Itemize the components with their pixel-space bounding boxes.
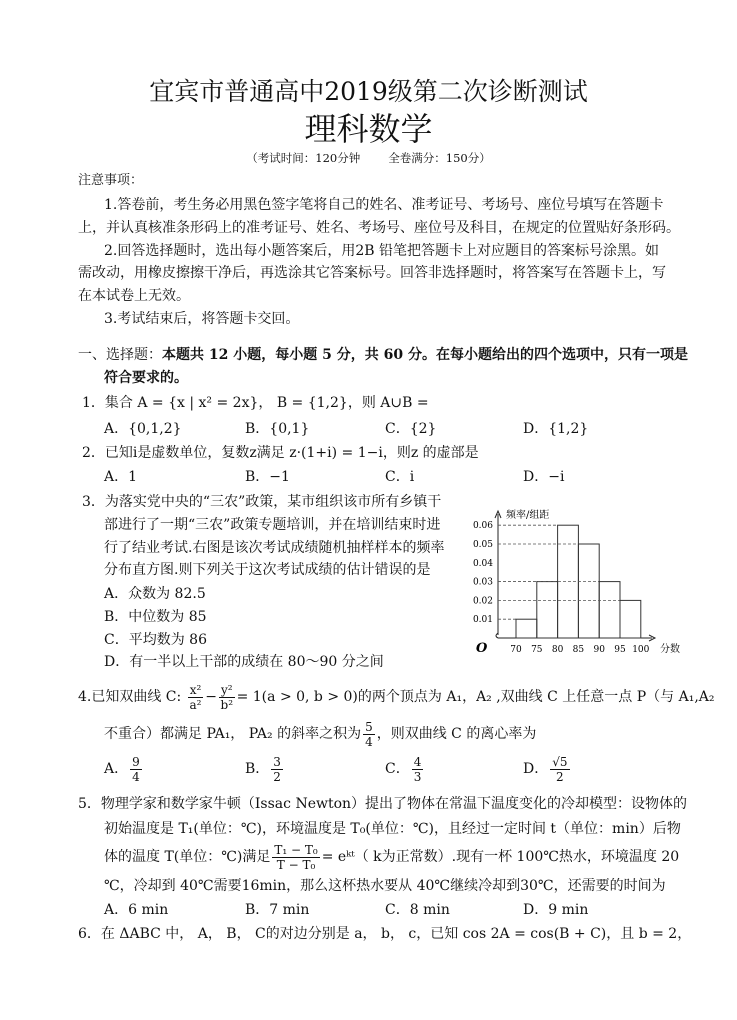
option-label: C． — [385, 761, 410, 777]
numerator: 5 — [365, 719, 373, 734]
q1-option-d: D．{1,2} — [523, 421, 589, 437]
section-prefix: 一、选择题： — [78, 347, 162, 363]
q5-text: 体的温度 T(单位：℃)满足 — [104, 849, 271, 865]
denominator: b² — [220, 697, 234, 712]
q4-stem — [78, 680, 715, 714]
q5-stem — [104, 840, 679, 874]
note-line: 在本试卷上无效。 — [78, 288, 190, 304]
q4-text: ，则双曲线 C 的离心率为 — [376, 726, 537, 742]
denominator: 4 — [365, 734, 373, 749]
q1-option-c: C．{2} — [385, 421, 437, 437]
q4-text: 4.已知双曲线 C: — [78, 689, 186, 705]
option-fraction — [271, 755, 283, 784]
y-tick-label: 0.03 — [472, 577, 493, 588]
q3-option-a: A．众数为 82.5 — [104, 586, 206, 602]
q3-stem: 分布直方图.则下列关于这次考试成绩的估计错误的是 — [104, 562, 431, 578]
histogram-bar — [620, 600, 641, 638]
origin-label: O — [476, 641, 488, 656]
q4-option-d — [523, 752, 572, 786]
option-fraction — [130, 755, 142, 784]
histogram-bar — [516, 619, 537, 638]
q2-stem: 2．已知i是虚数单位，复数z满足 z·(1+i) = 1−i，则z 的虚部是 — [82, 445, 479, 461]
numerator: √5 — [552, 754, 568, 769]
x-tick-label: 95 — [614, 645, 626, 655]
q5-text: = eᵏᵗ（ k为正常数）.现有一杯 100℃热水，环境温度 20 — [321, 849, 680, 865]
q5-option-d: D．9 min — [523, 902, 589, 918]
denominator: 4 — [132, 769, 140, 784]
q3-stem: 3．为落实党中央的“三农”政策，某市组织该市所有乡镇干 — [82, 494, 442, 510]
note-line: 2.回答选择题时，选出每小题答案后，用2B 铅笔把答题卡上对应题目的答案标号涂黑。如 — [104, 243, 660, 259]
option-fraction — [412, 755, 424, 784]
section-heading — [78, 346, 688, 364]
y-tick-label: 0.05 — [472, 540, 493, 550]
q4-option-a — [104, 752, 144, 786]
numerator: x² — [189, 682, 202, 697]
q3-stem: 行了结业考试.右图是该次考试成绩随机抽样样本的频率 — [104, 540, 445, 556]
axis-break-icon — [496, 633, 498, 638]
x-tick-label: 70 — [510, 645, 522, 655]
numerator: 4 — [413, 754, 422, 769]
note-line: 1.答卷前，考生务必用黑色签字笔将自己的姓名、准考证号、考场号、座位号填写在答题卡 — [104, 197, 664, 213]
option-label: A． — [104, 761, 129, 777]
histogram-bar — [537, 582, 558, 638]
q5-stem: 5．物理学家和数学家牛顿（Issac Newton）提出了物体在常温下温度变化的冷却模型：设物体的 — [78, 796, 688, 812]
y-axis-label: 频率/组距 — [506, 510, 550, 521]
q1-stem: 1．集合 A = {x | x² = 2x}， B = {1,2}，则 A∪B = — [82, 395, 429, 411]
x-tick-label: 75 — [531, 645, 543, 655]
q3-stem: 部进行了一期“三农”政策专题培训，并在培训结束时进 — [104, 517, 441, 533]
numerator: T₁ − T₀ — [274, 842, 318, 857]
q5-stem: ℃，冷却到 40℃需要16min，那么这杯热水要从 40℃继续冷却到30℃，还需要的时间为 — [104, 878, 666, 894]
q2-option-b: B．−1 — [245, 469, 290, 485]
q4-fraction — [363, 720, 375, 749]
numerator: 3 — [273, 754, 281, 769]
q2-option-d: D．−i — [523, 469, 565, 485]
numerator: y² — [221, 682, 233, 697]
q1-option-a: A．{0,1,2} — [104, 421, 182, 437]
histogram-bar — [599, 582, 620, 638]
frequency-histogram — [462, 508, 712, 668]
note-line: 需改动，用橡皮擦擦干净后，再选涂其它答案标号。回答非选择题时，将答案写在答题卡上，写 — [78, 265, 666, 281]
q4-stem-cont — [104, 717, 536, 751]
minus-sign: − — [205, 689, 217, 705]
exam-title: 宜宾市普通高中2019级第二次诊断测试 — [149, 77, 588, 106]
notes-heading: 注意事项： — [78, 173, 144, 188]
q6-stem: 6．在 ΔABC 中， A， B， C的对边分别是 a， b， c，已知 cos 2A = cos(B + C)，且 b = 2， — [78, 926, 692, 942]
section-desc: 本题共 12 小题，每小题 5 分，共 60 分。在每小题给出的四个选项中，只有一项是 — [162, 347, 688, 363]
section-heading-cont: 符合要求的。 — [104, 370, 188, 386]
note-line: 上，并认真核准条形码上的准考证号、姓名、考场号、座位号及科目，在规定的位置贴好条形码。 — [78, 220, 680, 236]
q4-option-c — [385, 752, 425, 786]
y-tick-label: 0.02 — [472, 596, 493, 607]
y-tick-label: 0.04 — [472, 558, 493, 569]
denominator: 2 — [273, 769, 281, 784]
q2-option-a: A．1 — [104, 469, 138, 485]
numerator: 9 — [132, 754, 140, 769]
denominator: a² — [189, 697, 202, 712]
x-tick-label: 85 — [572, 645, 585, 655]
exam-subject: 理科数学 — [304, 110, 433, 148]
y-tick-label: 0.01 — [472, 615, 493, 626]
option-label: D． — [523, 761, 549, 777]
q3-option-d: D．有一半以上干部的成绩在 80～90 分之间 — [104, 654, 384, 670]
note-line: 3.考试结束后，将答题卡交回。 — [104, 311, 300, 327]
exam-time: （考试时间：120分钟 — [246, 151, 361, 165]
q4-text: = 1(a > 0, b > 0)的两个顶点为 A₁，A₂ ,双曲线 C 上任意一点 P（与 A₁,A₂ — [236, 689, 715, 705]
q5-option-b: B．7 min — [245, 902, 310, 918]
q1-option-b: B．{0,1} — [245, 421, 310, 437]
x-tick-label: 90 — [593, 645, 605, 655]
q5-stem: 初始温度是 T₁(单位：℃)，环境温度是 T₀(单位：℃)，且经过一定时间 t（单位：min）后物 — [104, 821, 681, 837]
x-tick-label: 80 — [551, 645, 564, 655]
denominator: 2 — [556, 769, 564, 784]
q4-option-b — [245, 752, 285, 786]
q5-option-a: A．6 min — [104, 902, 169, 918]
q2-option-c: C．i — [385, 469, 415, 485]
x-tick-label: 100 — [632, 645, 650, 655]
q5-option-c: C．8 min — [385, 902, 450, 918]
option-fraction — [550, 755, 569, 784]
q5-fraction — [272, 843, 319, 872]
y-tick-label: 0.06 — [472, 521, 493, 532]
q4-fraction-y — [219, 683, 235, 712]
q3-option-c: C．平均数为 86 — [104, 632, 207, 648]
denominator: 3 — [413, 769, 422, 784]
exam-score: 全卷满分：150分） — [388, 151, 491, 165]
x-axis-label: 分数 — [660, 644, 680, 655]
option-label: B． — [245, 761, 270, 777]
exam-info — [0, 151, 737, 165]
q3-option-b: B．中位数为 85 — [104, 609, 207, 625]
histogram-bar — [578, 544, 599, 638]
q4-fraction-x — [188, 683, 204, 712]
denominator: T − T₀ — [276, 857, 316, 872]
q4-text: 不重合）都满足 PA₁， PA₂ 的斜率之积为 — [104, 726, 362, 742]
